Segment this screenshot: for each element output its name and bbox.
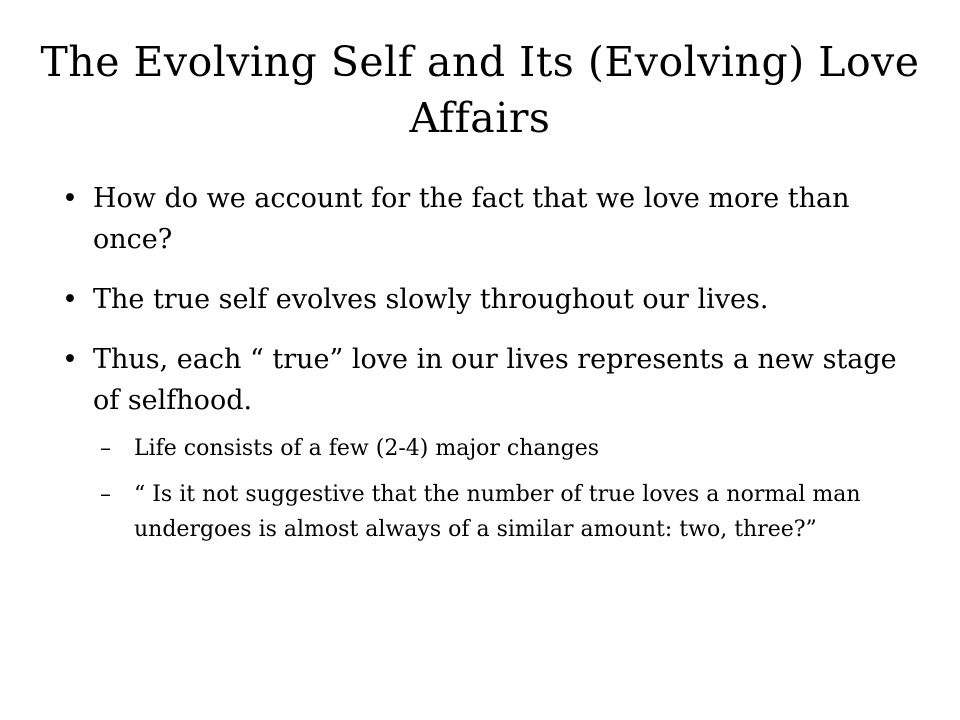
bullet-marker: • [62,344,78,375]
sub-bullet-item [52,477,912,547]
sub-bullet-marker: – [100,436,111,461]
bullet-marker: • [62,284,78,315]
sub-bullet-marker: – [100,482,111,507]
bullet-text: The true self evolves slowly throughout our lives. [93,284,769,315]
bullet-item [52,178,912,260]
sub-bullet-text: “ Is it not suggestive that the number of true loves a normal man undergoes is almost always of a similar amount: two, three?” [134,482,861,542]
sub-bullet-text: Life consists of a few (2-4) major changes [134,436,600,461]
bullet-item [52,279,912,320]
bullet-item [52,339,912,421]
sub-bullet-item [52,431,912,466]
bullet-text: Thus, each “ true” love in our lives represents a new stage of selfhood. [93,344,897,416]
bullet-marker: • [62,183,78,214]
bullet-text: How do we account for the fact that we love more than once? [93,183,850,255]
slide-content [52,178,912,558]
slide-title: The Evolving Self and Its (Evolving) Love Affairs [40,38,920,142]
